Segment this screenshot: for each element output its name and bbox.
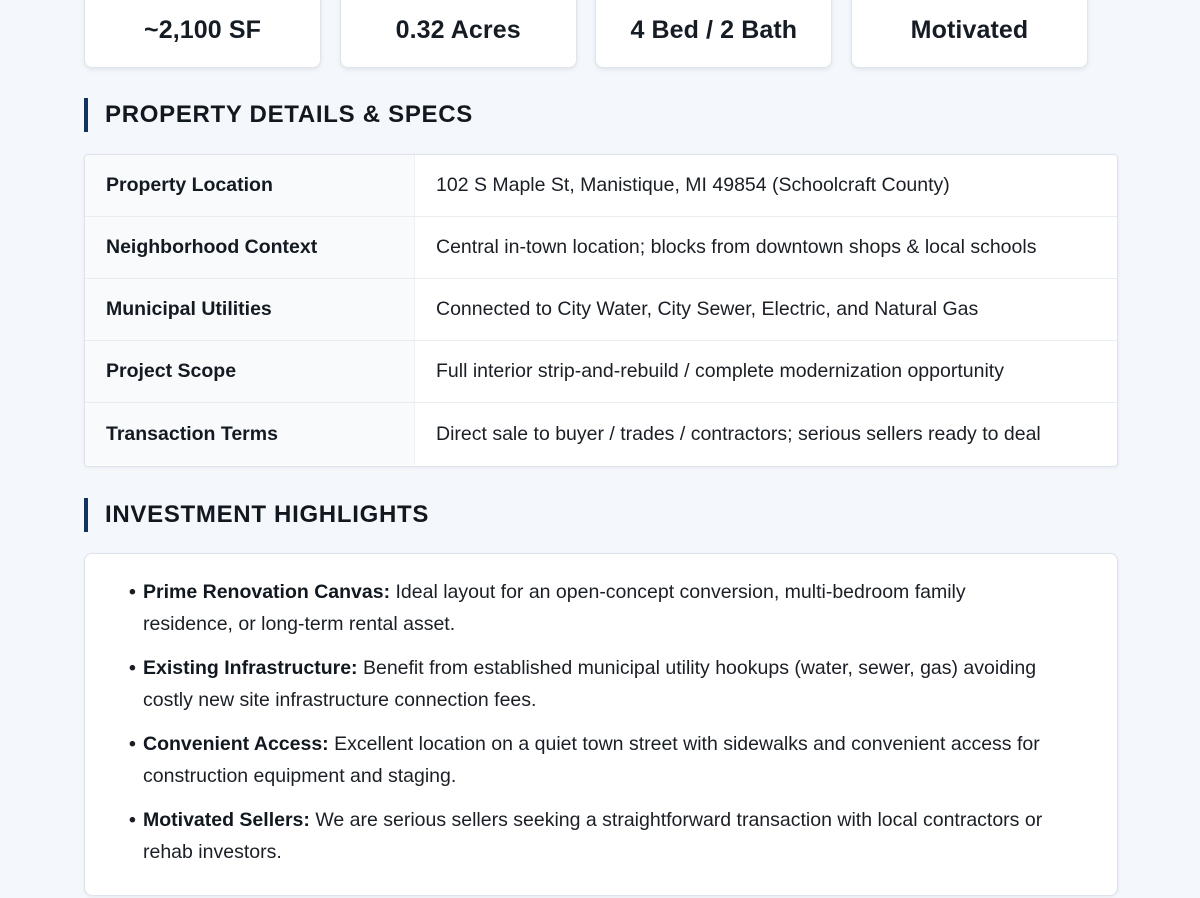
stat-card-bed-bath bbox=[595, 0, 832, 68]
spec-label: Neighborhood Context bbox=[85, 217, 415, 278]
stat-value: 4 Bed / 2 Bath bbox=[630, 15, 798, 44]
property-details-table bbox=[84, 154, 1118, 467]
highlight-title: Prime Renovation Canvas: bbox=[143, 581, 391, 603]
spec-label: Property Location bbox=[85, 155, 415, 216]
spec-value: Connected to City Water, City Sewer, Electric, and Natural Gas bbox=[436, 298, 979, 320]
investment-highlights-card bbox=[84, 553, 1118, 896]
stat-card-lot-size bbox=[340, 0, 577, 68]
stat-value: 0.32 Acres bbox=[395, 15, 521, 44]
stat-card-seller-status bbox=[851, 0, 1088, 68]
table-row bbox=[85, 341, 1117, 403]
highlight-text: Benefit from established municipal utility hookups (water, sewer, gas) avoiding costly new site infrastructure connection fees. bbox=[143, 657, 1037, 711]
table-row bbox=[85, 279, 1117, 341]
stat-value: ~2,100 SF bbox=[144, 15, 261, 44]
stat-card-square-footage bbox=[84, 0, 321, 68]
spec-label: Project Scope bbox=[85, 341, 415, 402]
highlight-title: Existing Infrastructure: bbox=[143, 657, 358, 679]
highlight-title: Motivated Sellers: bbox=[143, 809, 310, 831]
bullet-icon: • bbox=[129, 657, 136, 679]
bullet-icon: • bbox=[129, 581, 136, 603]
spec-value: 102 S Maple St, Manistique, MI 49854 (Schoolcraft County) bbox=[436, 174, 950, 196]
bullet-icon: • bbox=[129, 733, 136, 755]
heading-accent-bar bbox=[84, 498, 88, 532]
table-row bbox=[85, 155, 1117, 217]
highlights-list bbox=[85, 554, 1117, 868]
bullet-icon: • bbox=[129, 809, 136, 831]
heading-accent-bar bbox=[84, 98, 88, 132]
section-title: INVESTMENT HIGHLIGHTS bbox=[105, 501, 430, 528]
highlight-text: We are serious sellers seeking a straightforward transaction with local contractors or rehab investors. bbox=[143, 809, 1043, 863]
spec-value: Central in-town location; blocks from downtown shops & local schools bbox=[436, 236, 1037, 258]
highlight-title: Convenient Access: bbox=[143, 733, 329, 755]
key-stats-row bbox=[84, 0, 1088, 68]
highlight-text: Ideal layout for an open-concept conversion, multi-bedroom family residence, or long-term rental asset. bbox=[143, 581, 966, 635]
spec-label: Transaction Terms bbox=[85, 403, 415, 465]
list-item bbox=[129, 576, 1057, 640]
stat-value: Motivated bbox=[910, 15, 1029, 44]
section-title: PROPERTY DETAILS & SPECS bbox=[105, 101, 473, 128]
property-details-heading bbox=[84, 98, 473, 132]
spec-value: Direct sale to buyer / trades / contractors; serious sellers ready to deal bbox=[436, 422, 1041, 445]
table-row bbox=[85, 217, 1117, 279]
spec-value: Full interior strip-and-rebuild / complete modernization opportunity bbox=[436, 360, 1004, 382]
list-item bbox=[129, 652, 1057, 716]
list-item bbox=[129, 804, 1057, 868]
spec-label: Municipal Utilities bbox=[85, 279, 415, 340]
investment-highlights-heading bbox=[84, 498, 429, 532]
list-item bbox=[129, 728, 1057, 792]
highlight-text: Excellent location on a quiet town street with sidewalks and convenient access for construction equipment and staging. bbox=[143, 733, 1040, 787]
table-row bbox=[85, 403, 1117, 465]
